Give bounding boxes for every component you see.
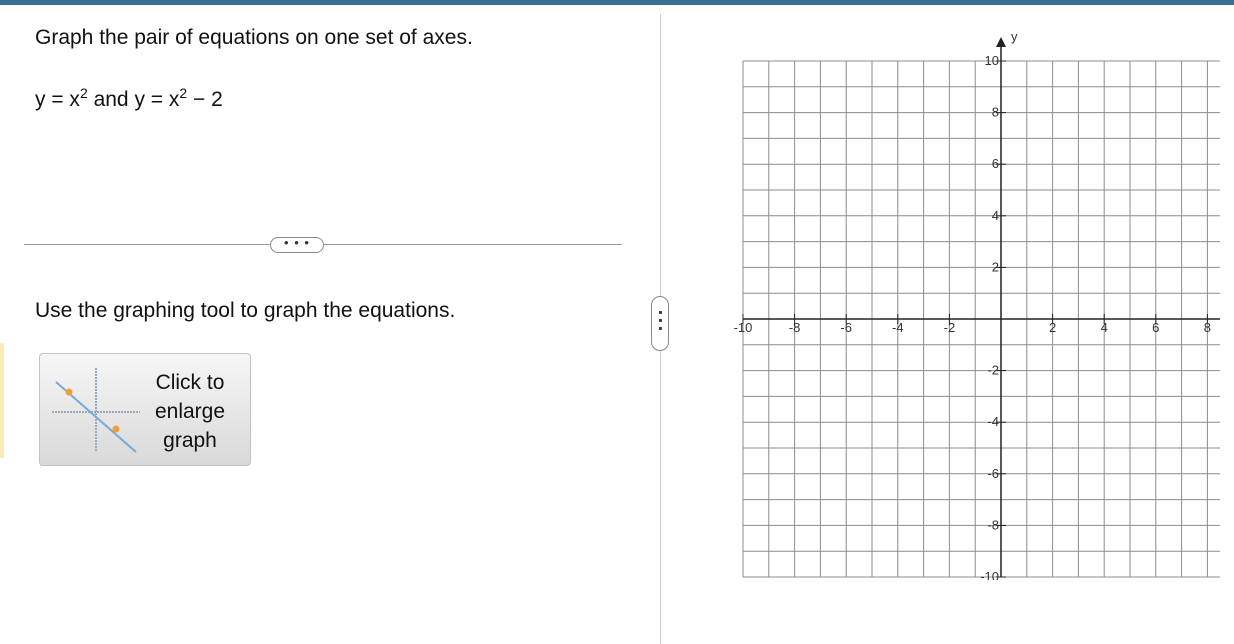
y-tick-label: 10 <box>984 53 999 68</box>
y-tick-label: -4 <box>987 414 999 430</box>
y-tick-label: 2 <box>991 259 999 275</box>
instruction-text: Use the graphing tool to graph the equations. <box>35 299 456 322</box>
top-accent-bar <box>0 0 1234 5</box>
enlarge-graph-button[interactable] <box>39 353 251 466</box>
y-tick-label: -10 <box>980 569 999 580</box>
x-tick-label: -2 <box>943 320 956 335</box>
coordinate-grid[interactable] <box>710 28 1220 580</box>
x-tick-label: 2 <box>1048 320 1057 335</box>
y-axis-label: y <box>1011 29 1018 44</box>
x-tick-label: -10 <box>733 320 753 335</box>
x-tick-label: -4 <box>892 320 904 335</box>
y-axis-arrow <box>996 37 1006 47</box>
y-tick-label: -6 <box>987 465 999 481</box>
y-tick-label: 4 <box>991 207 999 223</box>
exponent: 2 <box>179 85 188 101</box>
x-tick-label: -6 <box>840 320 852 335</box>
equation-part: y = x <box>35 88 80 111</box>
y-tick-label: 8 <box>991 104 999 120</box>
y-tick-label: 6 <box>991 156 999 172</box>
left-highlight-bar <box>0 343 4 458</box>
question-prompt: Graph the pair of equations on one set of axes. <box>35 26 473 49</box>
show-more-button[interactable]: • • • <box>270 237 324 253</box>
exponent: 2 <box>79 85 88 101</box>
x-tick-label: -8 <box>788 320 801 335</box>
x-tick-label: 8 <box>1203 320 1212 335</box>
enlarge-button-label: Click to enlarge graph <box>154 371 226 452</box>
tick-labels <box>734 29 1211 580</box>
equation-part: and y = x <box>87 88 180 111</box>
y-tick-label: -2 <box>987 362 999 378</box>
graph-thumbnail-icon <box>52 366 142 454</box>
y-tick-label: -8 <box>987 517 999 533</box>
equation-part: − 2 <box>187 88 223 111</box>
equation-pair <box>35 85 223 112</box>
vertical-dots-icon[interactable] <box>651 296 669 351</box>
x-tick-label: 6 <box>1152 320 1160 335</box>
axes <box>743 37 1220 577</box>
x-tick-label: 4 <box>1100 320 1108 335</box>
